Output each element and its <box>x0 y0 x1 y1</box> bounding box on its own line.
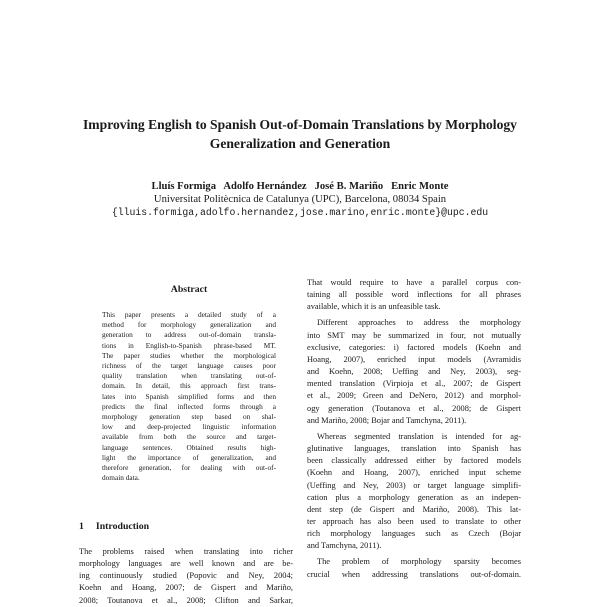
body-line: and Koehn, 2008; Ueffing and Ney, 2003), seg- <box>307 367 521 377</box>
body-line: dent step (de Gispert and Mariño, 2008). This lat- <box>307 504 521 514</box>
body-line: Whereas segmented translation is intended for ag- <box>317 431 521 441</box>
body-line: ogy generation (Toutanova et al., 2008; de Gispert <box>307 403 521 413</box>
authors-line: Lluís Formiga Adolfo Hernández José B. Mariño Enric Monte <box>151 181 449 192</box>
abstract-line: domain data. <box>102 473 140 483</box>
body-line: exclusive, categories: i) factored models (Koehn and <box>307 342 521 352</box>
abstract-line: morphology generation step based on shal- <box>102 412 276 422</box>
body-line: and Mariño, 2008; Bojar and Tamchyna, 2011). <box>307 415 467 425</box>
abstract-line: quality translation when translating out-of- <box>102 371 276 381</box>
body-line: morphology languages are well known and are be- <box>79 559 293 569</box>
right-column-body <box>307 277 521 581</box>
body-line: and Tamchyna, 2011). <box>307 541 382 551</box>
abstract-line: light the importance of generalization, and <box>102 452 276 462</box>
abstract-line: generation to address out-of-domain transla- <box>102 330 276 340</box>
abstract-line: therefore generation, for dealing with out-of- <box>102 463 276 473</box>
body-line: ing continuously studied (Popovic and Ney, 2004; <box>79 571 293 581</box>
body-line: taining all possible word inflections for all phrases <box>307 290 521 300</box>
abstract-line: lates into Spanish simplified forms and then <box>102 391 276 401</box>
abstract-line: This paper presents a detailed study of a <box>102 310 276 319</box>
paper-title <box>60 115 540 153</box>
section-title: Introduction <box>95 521 150 532</box>
abstract-line: low and deep-projected linguistic information <box>102 422 276 432</box>
body-line: been classically addressed either by factored models <box>307 456 521 466</box>
body-line: The problems raised when translating into richer <box>79 547 293 556</box>
abstract-line: predicts the final inflected forms through a <box>102 401 276 411</box>
abstract-line: available from both the source and target- <box>102 432 276 442</box>
body-line: et al., 2009; Green and DeNero, 2012) and morphol- <box>307 391 521 401</box>
body-line: The problem of morphology sparsity becomes <box>317 557 521 567</box>
body-line: Hoang, 2007), enriched input models (Avramidis <box>307 354 521 364</box>
title-line-1: Improving English to Spanish Out-of-Domain Translations by Morphology <box>83 117 517 132</box>
body-line: glutinative languages, translation into Spanish has <box>307 444 521 454</box>
section-heading-introduction <box>79 521 149 532</box>
abstract-heading: Abstract <box>170 284 208 295</box>
title-line-2: Generalization and Generation <box>209 136 391 151</box>
body-line: cation plus a morphology generation as an indepen- <box>307 492 521 502</box>
abstract-line: richness of the target language causes poor <box>102 361 276 371</box>
author-emails: {lluis.formiga,adolfo.hernandez,jose.marino,enric.monte}@upc.edu <box>111 207 489 218</box>
body-line: mented translation (Virpioja et al., 2007; de Gispert <box>307 379 521 389</box>
abstract-line: method for morphology generalization and <box>102 320 276 330</box>
body-line: (Ueffing and Ney, 2003) or target language simplifi- <box>307 480 521 490</box>
body-line: Koehn and Hoang, 2007; de Gispert and Mariño, <box>79 583 293 593</box>
affiliation-line: Universitat Politècnica de Catalunya (UPC), Barcelona, 08034 Spain <box>153 194 447 205</box>
body-line: That would require to have a parallel corpus con- <box>307 278 521 287</box>
left-column-body <box>79 546 293 607</box>
body-line: rich morphology languages such as Czech (Bojar <box>307 529 521 539</box>
body-line: ter approach has also been used to translate to other <box>307 516 521 526</box>
abstract-line: domain. In detail, this approach first trans- <box>102 381 276 391</box>
abstract-line: tions in English-to-Spanish phrase-based MT. <box>102 340 276 350</box>
abstract-line: language sentences. Obtained results high- <box>102 442 276 452</box>
body-line: Different approaches to address the morphology <box>317 318 521 328</box>
body-line: into SMT may be summarized in four, not mutually <box>307 330 521 340</box>
section-number: 1 <box>79 521 84 532</box>
body-line: (Koehn and Hoang, 2007), enriched input scheme <box>307 468 521 478</box>
body-line: available, which it is an unfeasible task. <box>307 302 441 312</box>
body-line: crucial when addressing translations out-of-domain. <box>307 569 521 579</box>
body-line: 2008; Toutanova et al., 2008; Clifton and Sarkar, <box>79 595 293 605</box>
abstract-line: The paper studies whether the morphological <box>102 350 276 360</box>
abstract-body <box>102 310 276 483</box>
